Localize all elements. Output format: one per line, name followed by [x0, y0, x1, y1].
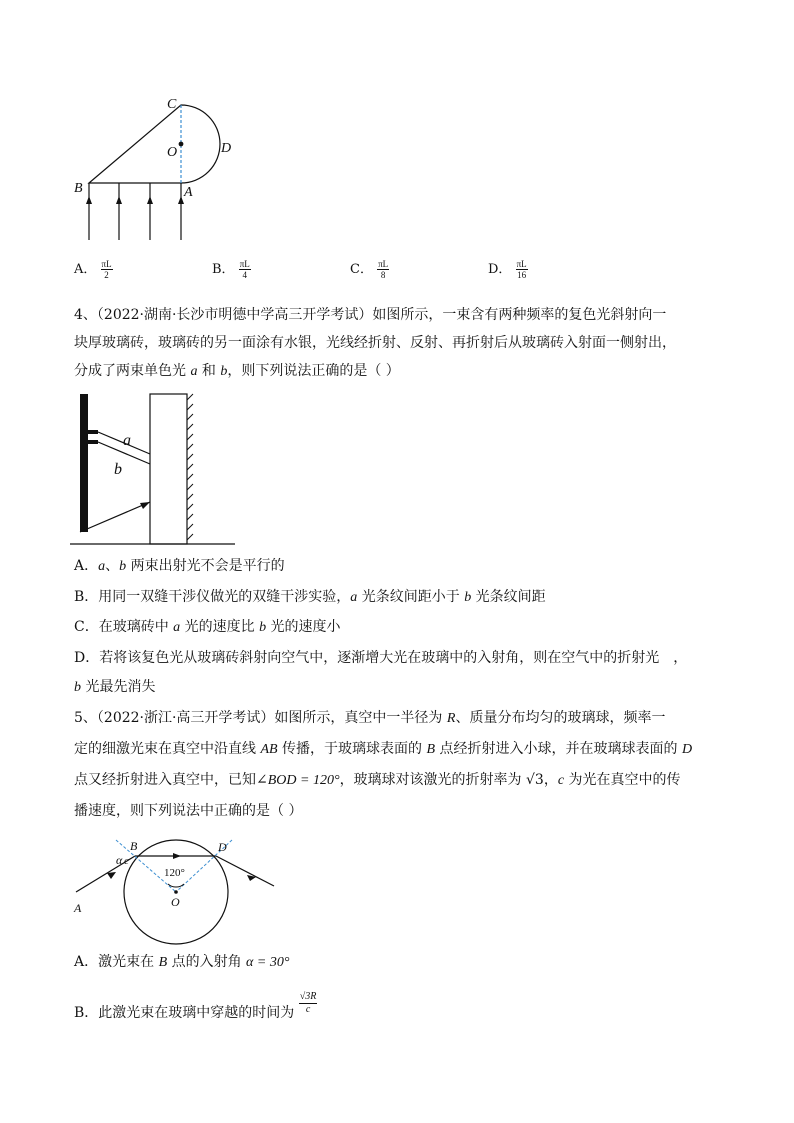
center-point: [179, 142, 184, 147]
q4-option-d-cont: b 光最先消失: [74, 679, 156, 695]
screen-bar: [80, 394, 88, 532]
label-a: a: [123, 432, 131, 449]
label-b: b: [114, 461, 122, 478]
label-A: A: [184, 185, 193, 200]
label-O: O: [171, 895, 180, 909]
option-b[interactable]: B． $\frac{\pi L}{4}$: [212, 259, 250, 280]
q4-option-d[interactable]: D．若将该复色光从玻璃砖斜射向空气中，逐渐增大光在玻璃中的入射角，则在空气中的折射光 ，: [74, 650, 688, 666]
option-a[interactable]: A． $\frac{\pi L}{2}$: [74, 259, 112, 280]
label-D: D: [218, 840, 227, 854]
q5-line-2: 定的细激光束在真空中沿直线 AB 传播，于玻璃球表面的 B 点经折射进入小球，并在玻璃球表面的 D: [74, 741, 693, 757]
q4-line-1: 4、（2022·湖南·长沙市明德中学高三开学考试）如图所示，一束含有两种频率的复色光斜射向一: [74, 307, 667, 323]
figure-glass-block: [70, 392, 240, 552]
prism-outline: [89, 105, 220, 183]
q5-option-a[interactable]: A．激光束在 B 点的入射角 α = 30°: [74, 954, 290, 970]
glass-block: [150, 394, 187, 544]
angle-120-label: 120°: [164, 867, 185, 879]
q4-option-c[interactable]: C．在玻璃砖中 a 光的速度比 b 光的速度小: [74, 619, 341, 635]
svg-text:c: c: [124, 855, 129, 867]
label-A: A: [74, 901, 82, 915]
label-alpha: α: [116, 853, 123, 867]
option-c[interactable]: C． $\frac{\pi L}{8}$: [350, 259, 389, 280]
label-O: O: [167, 145, 178, 160]
q5-line-1: 5、（2022·浙江·高三开学考试）如图所示，真空中一半径为 R、质量分布均匀的玻璃球，频率一: [74, 710, 666, 726]
incident-ray: [80, 502, 150, 532]
q5-line-4: 播速度，则下列说法中正确的是（ ）: [74, 803, 303, 819]
fraction: $\frac{\pi L}{8}$: [378, 259, 389, 280]
center-point: [174, 890, 178, 894]
q4-line-2: 块厚玻璃砖，玻璃砖的另一面涂有水银，光线经折射、反射、再折射后从玻璃砖入射面一侧射出，: [74, 335, 676, 351]
q4-line-3: 分成了两束单色光 a 和 b，则下列说法正确的是（ ）: [74, 363, 400, 379]
time-fraction: $\frac{√3R}{c}$: [299, 990, 317, 1015]
figure-glass-sphere: [66, 832, 286, 950]
q4-option-b[interactable]: B．用同一双缝干涉仪做光的双缝干涉实验，a 光条纹间距小于 b 光条纹间距: [74, 589, 546, 605]
figure-semicircle-prism: [66, 88, 256, 248]
q5-option-b[interactable]: B．此激光束在玻璃中穿越的时间为 $\frac{√3R}{c}$: [74, 990, 317, 1021]
label-C: C: [167, 97, 177, 112]
q5-line-3: 点又经折射进入真空中，已知∠BOD = 120°，玻璃球对该激光的折射率为 √3，c 为光在真空中的传: [74, 772, 681, 788]
option-d[interactable]: D． $\frac{\pi L}{16}$: [488, 259, 527, 280]
fraction: $\frac{\pi L}{4}$: [239, 259, 250, 280]
exit-ray: [216, 856, 274, 886]
fraction: $\frac{\pi L}{16}$: [516, 259, 527, 280]
label-B: B: [74, 181, 83, 196]
fraction: $\frac{\pi L}{2}$: [101, 259, 112, 280]
label-D: D: [221, 141, 232, 156]
q4-option-a[interactable]: A．a、b 两束出射光不会是平行的: [74, 558, 285, 574]
label-B: B: [130, 839, 138, 853]
